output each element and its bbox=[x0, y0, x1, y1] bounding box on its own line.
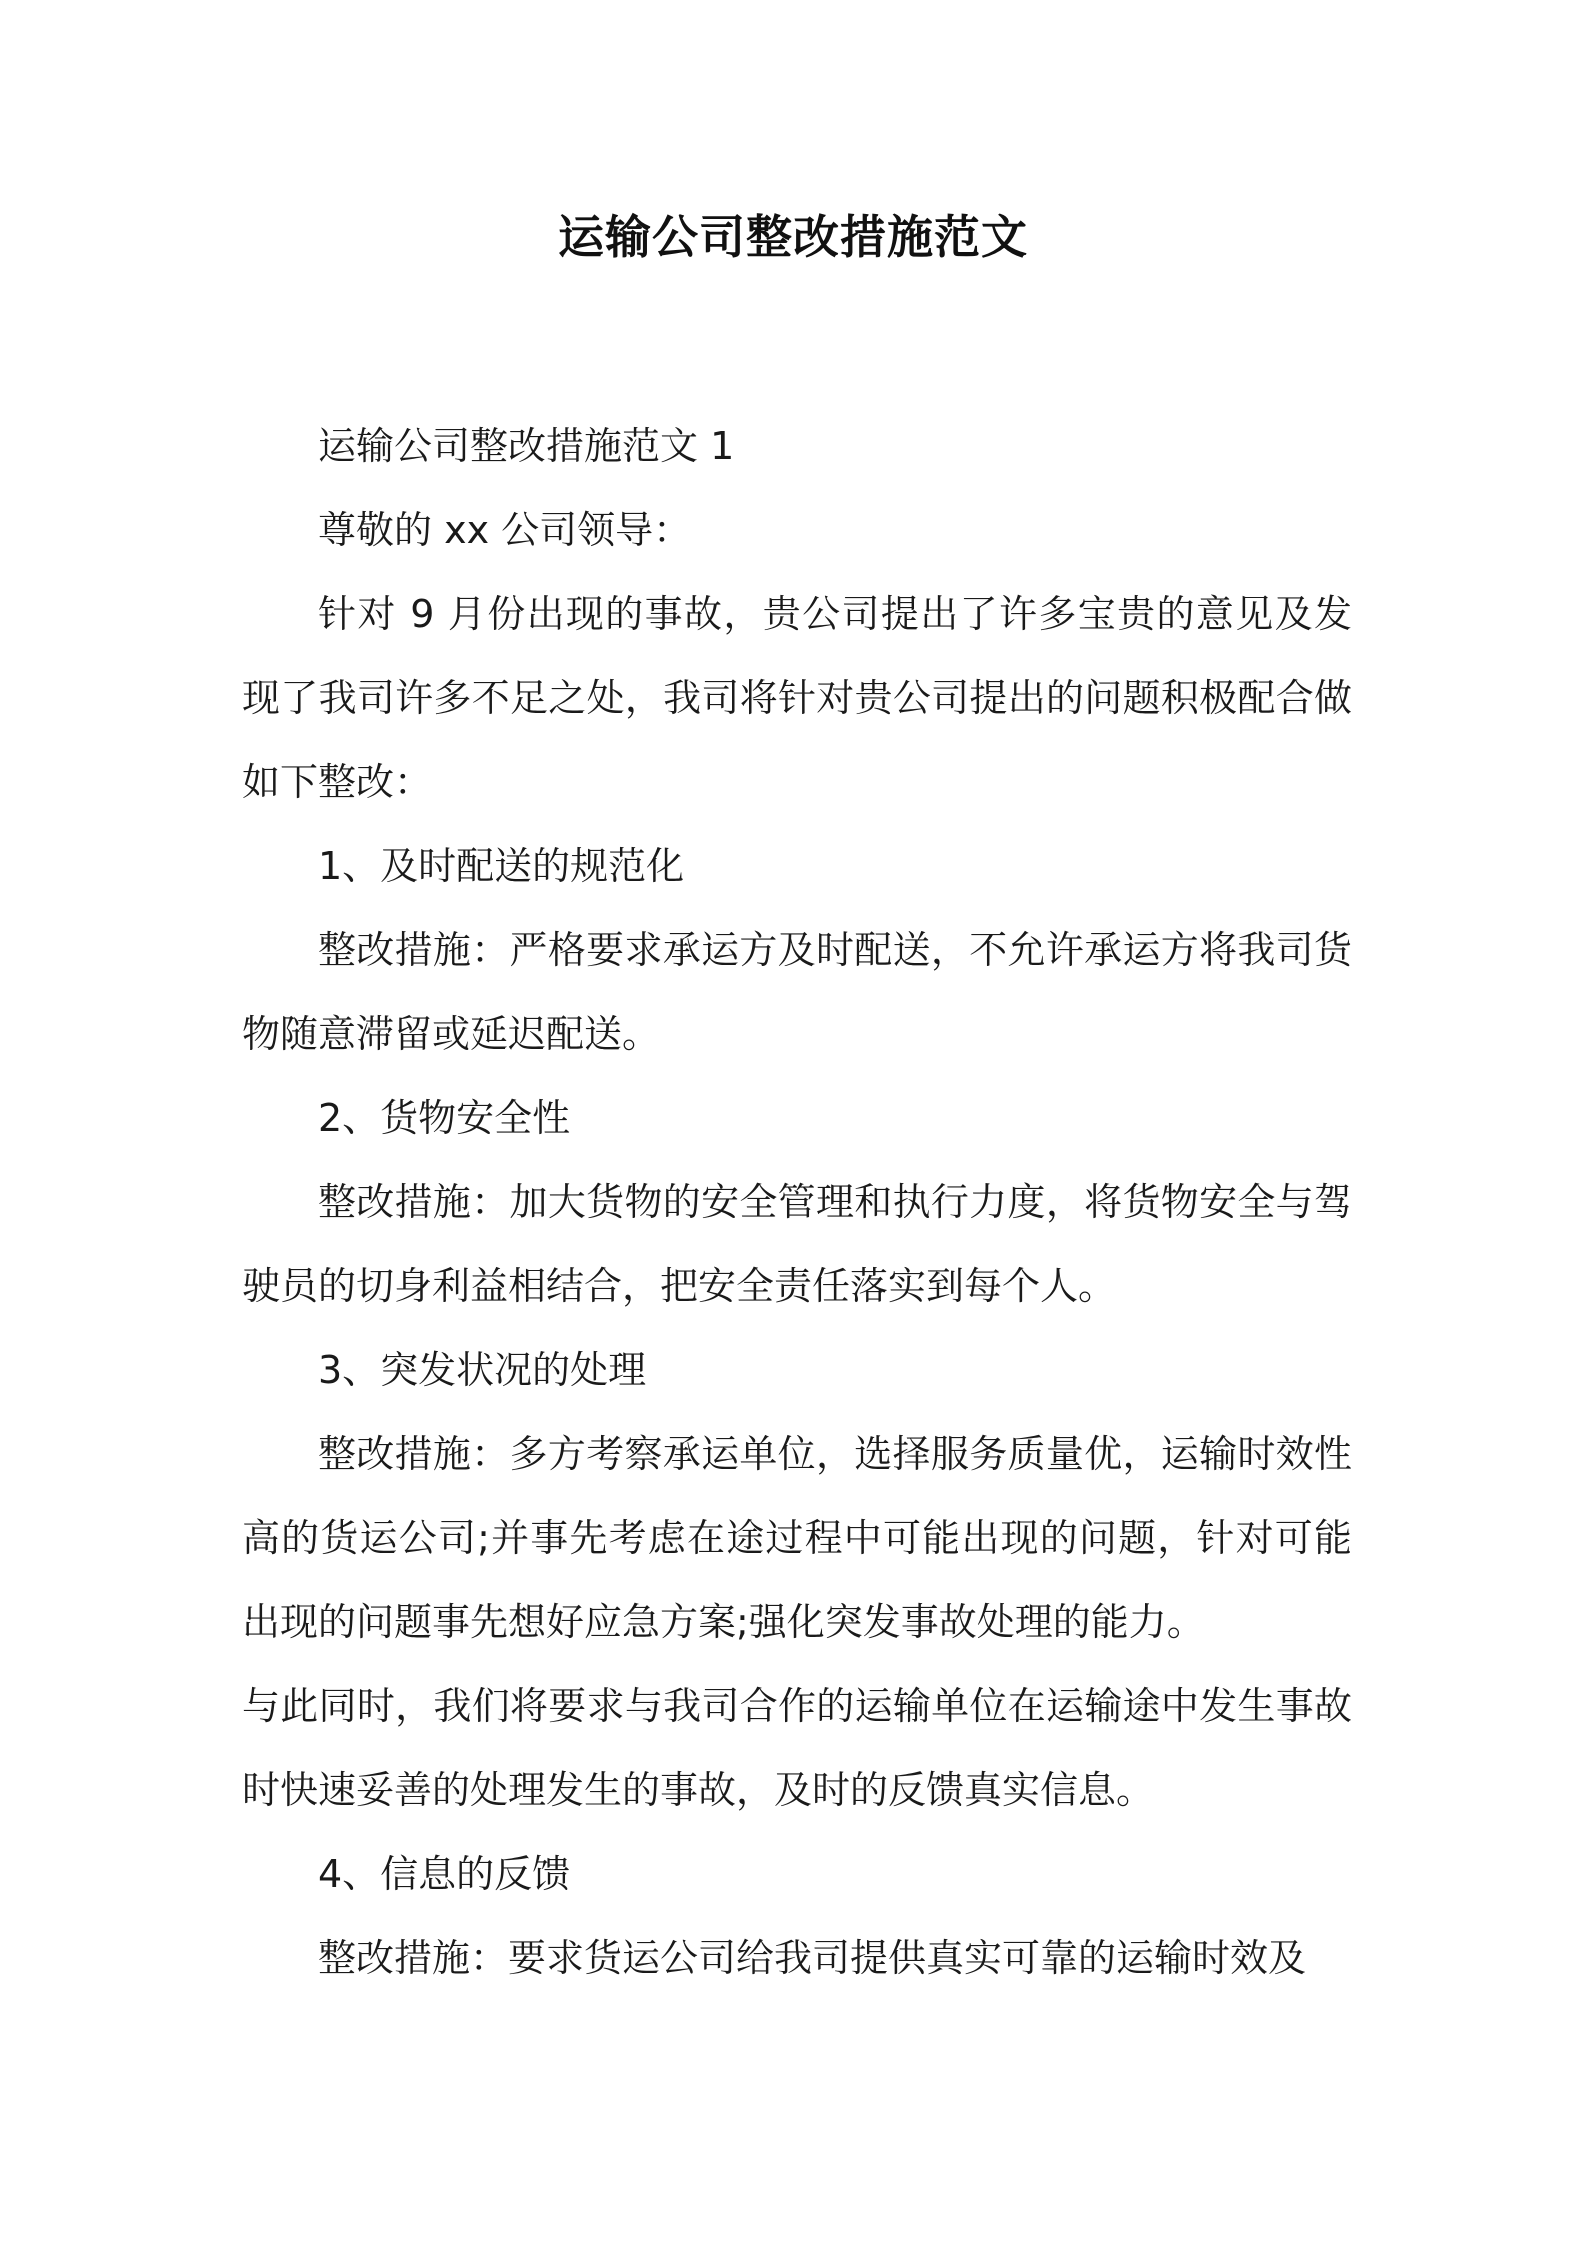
section-measure-4: 整改措施：要求货运公司给我司提供真实可靠的运输时效及 bbox=[318, 1936, 1307, 1980]
section-heading-4: 4、信息的反馈 bbox=[318, 1852, 571, 1896]
section-heading-1: 1、及时配送的规范化 bbox=[318, 844, 685, 888]
doc-heading-1: 运输公司整改措施范文 1 bbox=[318, 424, 735, 468]
salutation: 尊敬的 xx 公司领导： bbox=[318, 508, 692, 552]
section-heading-2: 2、货物安全性 bbox=[318, 1096, 571, 1140]
section-measure-3: 整改措施：多方考察承运单位，选择服务质量优，运输时效性高的货运公司;并事先考虑在途过程中可能出现的问题，针对可能出现的问题事先想好应急方案;强化突发事故处理的能力。 bbox=[242, 1432, 1352, 1644]
section-measure-1: 整改措施：严格要求承运方及时配送，不允许承运方将我司货物随意滞留或延迟配送。 bbox=[242, 928, 1352, 1056]
document-body bbox=[242, 404, 1352, 2000]
section-heading-3: 3、突发状况的处理 bbox=[318, 1348, 647, 1392]
section-measure-2: 整改措施：加大货物的安全管理和执行力度，将货物安全与驾驶员的切身利益相结合，把安全责任落实到每个人。 bbox=[242, 1180, 1352, 1308]
document-title: 运输公司整改措施范文 bbox=[558, 210, 1028, 264]
intro-paragraph: 针对 9 月份出现的事故，贵公司提出了许多宝贵的意见及发现了我司许多不足之处，我司将针对贵公司提出的问题积极配合做如下整改： bbox=[242, 592, 1352, 804]
section-measure-3-continued: 与此同时，我们将要求与我司合作的运输单位在运输途中发生事故时快速妥善的处理发生的事故，及时的反馈真实信息。 bbox=[242, 1684, 1352, 1812]
